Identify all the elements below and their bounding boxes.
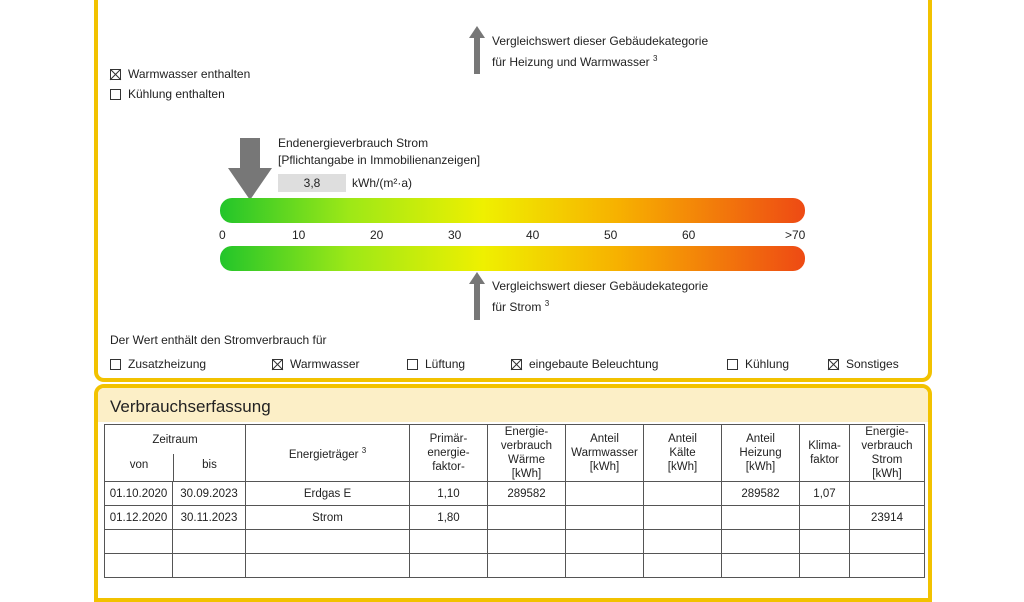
cell-primaer: 1,80	[410, 506, 488, 530]
strom-compare-arrow-icon	[469, 272, 485, 320]
cell-heizung	[722, 554, 800, 578]
waerme-compare-arrow-icon	[469, 26, 485, 74]
zeitraum-header	[105, 425, 246, 482]
strom-subtitle: [Pflichtangabe in Immobilienanzeigen]	[278, 153, 481, 167]
cell-strom	[850, 530, 925, 554]
cell-bis	[173, 554, 246, 578]
strom-include-label-1: Warmwasser	[290, 357, 360, 371]
section-title: Verbrauchserfassung	[110, 397, 271, 416]
table-row	[105, 506, 925, 530]
cell-strom: 23914	[850, 506, 925, 530]
strom-unit: kWh/(m²·a)	[352, 176, 412, 190]
table-row	[105, 482, 925, 506]
kaelte-header-line: Anteil	[668, 433, 697, 445]
strom-includes-label: Der Wert enthält den Stromverbrauch für	[110, 333, 327, 347]
strom-include-label-0: Zusatzheizung	[128, 357, 207, 371]
strom-include-checkbox-0[interactable]	[110, 359, 121, 370]
primaer-header-line: Primär-	[429, 433, 468, 445]
heizung-header-line: [kWh]	[745, 461, 776, 473]
scale-tick-label: 30	[448, 228, 462, 242]
cell-waerme: 289582	[488, 482, 566, 506]
cell-strom	[850, 554, 925, 578]
cell-klima	[800, 530, 850, 554]
waerme-compare-label: Vergleichswert dieser Gebäudekategorie für Heizung und Warmwasser $^3$	[492, 34, 709, 69]
strom-include-label-2: Lüftung	[425, 357, 466, 371]
cell-primaer: 1,10	[410, 482, 488, 506]
cell-traeger	[246, 530, 410, 554]
von-label: von	[105, 454, 174, 481]
strom-compare-bar	[220, 246, 805, 271]
primaer-header-line: faktor-	[432, 461, 465, 473]
strom-include-checkbox-1[interactable]	[272, 359, 283, 370]
cell-von	[105, 530, 173, 554]
cell-klima	[800, 506, 850, 530]
kaelte-header-line: Kälte	[669, 447, 696, 459]
waerme-option-checkbox-0[interactable]	[110, 69, 121, 80]
warmwasser-header-line: Anteil	[590, 433, 619, 445]
cell-traeger: Strom	[246, 506, 410, 530]
strom-value-arrow-icon	[228, 138, 272, 200]
cell-waerme	[488, 554, 566, 578]
verbrauch-table	[104, 424, 925, 578]
cell-klima: 1,07	[800, 482, 850, 506]
cell-heizung: 289582	[722, 482, 800, 506]
cell-klima	[800, 554, 850, 578]
strom-include-checkbox-2[interactable]	[407, 359, 418, 370]
heizung-header-line: Heizung	[739, 447, 782, 459]
warmwasser-header	[566, 425, 644, 482]
strom-include-label-5: Sonstiges	[846, 357, 899, 371]
cell-von	[105, 554, 173, 578]
strom-compare-label: Vergleichswert dieser Gebäudekategorie für Strom $^3$	[492, 279, 709, 314]
waerme-option-label-0: Warmwasser enthalten	[128, 67, 251, 81]
strom-header-line: Strom	[871, 454, 903, 466]
zeitraum-label: Zeitraum	[152, 433, 198, 446]
strom-header-line: Energie-	[865, 426, 909, 438]
strom-include-label-4: Kühlung	[745, 357, 790, 371]
strom-header-line: verbrauch	[861, 440, 913, 452]
table-row	[105, 530, 925, 554]
strom-value: 3,8	[278, 174, 346, 192]
kaelte-header-line: [kWh]	[667, 461, 698, 473]
klima-header	[800, 425, 850, 482]
cell-primaer	[410, 554, 488, 578]
warmwasser-header-line: Warmwasser	[571, 447, 638, 459]
cell-waerme	[488, 530, 566, 554]
heizung-header	[722, 425, 800, 482]
cell-warmwasser	[566, 530, 644, 554]
scale-tick-label: 60	[682, 228, 696, 242]
cell-kaelte	[644, 530, 722, 554]
waerme-header-line: Energie-	[504, 426, 549, 438]
cell-heizung	[722, 530, 800, 554]
scale-tick-label: 0	[219, 228, 226, 242]
cell-primaer	[410, 530, 488, 554]
strom-scale-bar	[220, 198, 805, 223]
scale-tick-label: 40	[526, 228, 540, 242]
cell-von: 01.10.2020	[105, 482, 173, 506]
scale-tick-label: 20	[370, 228, 384, 242]
waerme-header	[488, 425, 566, 482]
primaer-header	[410, 425, 488, 482]
klima-header-line: faktor	[810, 454, 839, 466]
heizung-header-line: Anteil	[746, 433, 775, 445]
strom-header	[850, 425, 925, 482]
cell-strom	[850, 482, 925, 506]
cell-von: 01.12.2020	[105, 506, 173, 530]
strom-header-line: [kWh]	[872, 468, 902, 480]
cell-bis	[173, 530, 246, 554]
waerme-option-label-1: Kühlung enthalten	[128, 87, 225, 101]
klima-header-line: Klima-	[808, 440, 841, 452]
table-row	[105, 554, 925, 578]
cell-kaelte	[644, 506, 722, 530]
cell-bis: 30.09.2023	[173, 482, 246, 506]
cell-warmwasser	[566, 554, 644, 578]
cell-waerme	[488, 506, 566, 530]
table-header-row	[105, 425, 925, 482]
waerme-option-checkbox-1[interactable]	[110, 89, 121, 100]
energietraeger-header: Energieträger $^3$	[246, 425, 410, 482]
cell-heizung	[722, 506, 800, 530]
waerme-header-line: Wärme	[507, 454, 546, 466]
cell-bis: 30.11.2023	[173, 506, 246, 530]
bis-label: bis	[202, 458, 217, 471]
cell-traeger	[246, 554, 410, 578]
waerme-header-line: [kWh]	[511, 468, 542, 480]
strom-include-label-3: eingebaute Beleuchtung	[529, 357, 659, 371]
cell-warmwasser	[566, 506, 644, 530]
strom-include-checkbox-5[interactable]	[828, 359, 839, 370]
cell-kaelte	[644, 482, 722, 506]
cell-warmwasser	[566, 482, 644, 506]
cell-kaelte	[644, 554, 722, 578]
strom-include-checkbox-4[interactable]	[727, 359, 738, 370]
scale-tick-label: >70	[785, 228, 806, 242]
strom-include-checkbox-3[interactable]	[511, 359, 522, 370]
primaer-header-line: energie-	[427, 447, 470, 459]
waerme-header-line: verbrauch	[500, 440, 553, 452]
scale-tick-label: 10	[292, 228, 306, 242]
warmwasser-header-line: [kWh]	[589, 461, 620, 473]
verbrauchserfassung-panel	[94, 384, 932, 602]
kaelte-header	[644, 425, 722, 482]
section-header	[98, 388, 928, 422]
scale-tick-label: 50	[604, 228, 618, 242]
cell-traeger: Erdgas E	[246, 482, 410, 506]
strom-title: Endenergieverbrauch Strom	[278, 136, 429, 150]
